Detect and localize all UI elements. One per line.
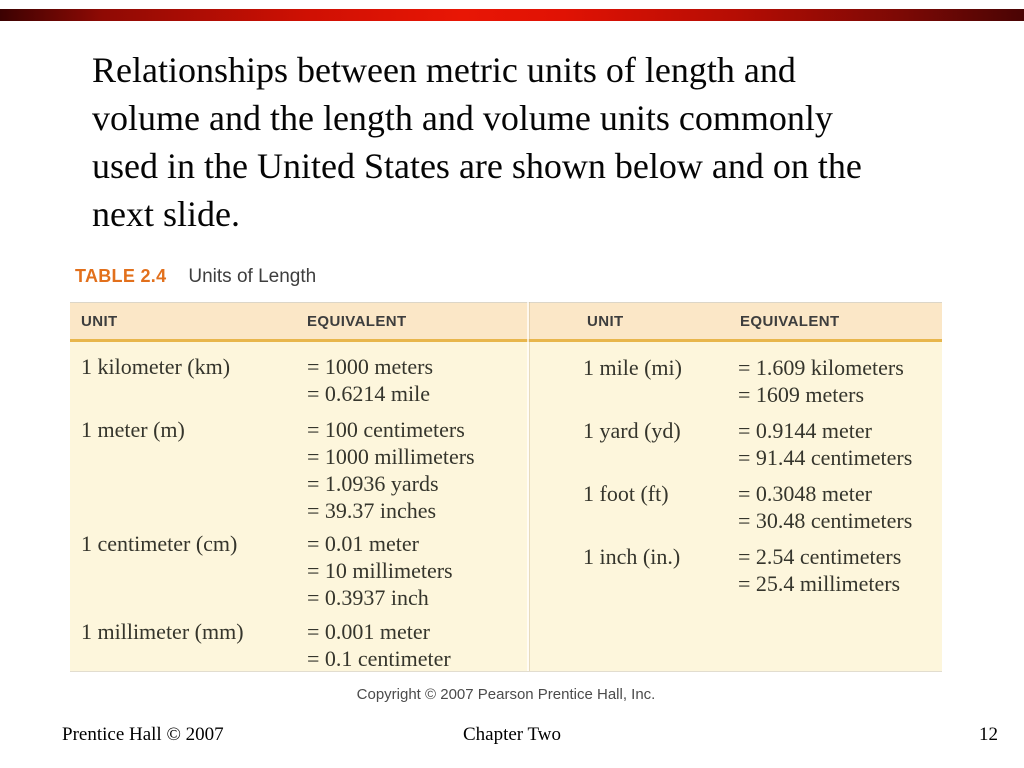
title-line-1: Relationships between metric units of length and xyxy=(92,50,796,90)
unit-cell: 1 mile (mi) xyxy=(583,355,682,380)
equivalent-cell xyxy=(738,417,912,471)
equivalent-cell xyxy=(307,530,453,611)
column-header-unit-left: UNIT xyxy=(81,313,118,330)
column-header-unit-right: UNIT xyxy=(587,313,624,330)
table-body xyxy=(70,342,942,672)
equivalent-line: = 1.609 kilometers xyxy=(738,355,904,380)
equivalent-line: = 1000 millimeters xyxy=(307,444,475,469)
unit-cell: 1 centimeter (cm) xyxy=(81,531,238,556)
unit-cell: 1 millimeter (mm) xyxy=(81,619,244,644)
equivalent-line: = 0.3048 meter xyxy=(738,481,872,506)
equivalent-cell xyxy=(738,480,912,534)
equivalent-line: = 0.001 meter xyxy=(307,619,430,644)
equivalent-line: = 0.3937 inch xyxy=(307,585,429,610)
column-divider xyxy=(527,302,529,671)
unit-cell: 1 meter (m) xyxy=(81,417,185,442)
units-of-length-table xyxy=(70,302,942,670)
table-number-label: TABLE 2.4 xyxy=(75,266,167,286)
equivalent-line: = 10 millimeters xyxy=(307,558,453,583)
equivalent-cell xyxy=(307,618,451,672)
title-line-2: volume and the length and volume units commonly xyxy=(92,98,833,138)
equivalent-cell xyxy=(307,353,433,407)
table-heading xyxy=(75,266,316,288)
equivalent-line: = 0.1 centimeter xyxy=(307,646,451,671)
equivalent-line: = 0.6214 mile xyxy=(307,381,431,406)
equivalent-cell xyxy=(738,543,901,597)
equivalent-line: = 25.4 millimeters xyxy=(738,571,901,596)
equivalent-line: = 2.54 centimeters xyxy=(738,544,902,569)
equivalent-line: = 1.0936 yards xyxy=(307,471,439,496)
equivalent-cell xyxy=(738,354,904,408)
equivalent-line: = 39.37 inches xyxy=(307,498,437,523)
table-caption: Units of Length xyxy=(188,266,317,287)
title-line-4: next slide. xyxy=(92,194,240,234)
column-header-equivalent-left: EQUIVALENT xyxy=(307,313,407,330)
slide-title xyxy=(92,46,972,238)
equivalent-line: = 100 centimeters xyxy=(307,417,465,442)
equivalent-line: = 1609 meters xyxy=(738,382,865,407)
slide-top-accent-bar xyxy=(0,9,1024,21)
column-header-equivalent-right: EQUIVALENT xyxy=(740,313,840,330)
equivalent-line: = 0.01 meter xyxy=(307,531,419,556)
footer-page-number: 12 xyxy=(979,724,998,745)
unit-cell: 1 yard (yd) xyxy=(583,418,681,443)
unit-cell: 1 kilometer (km) xyxy=(81,354,231,379)
table-header-row xyxy=(70,302,942,342)
title-line-3: used in the United States are shown below and on the xyxy=(92,146,862,186)
footer-course: Prentice Hall © 2007 xyxy=(62,724,224,745)
footer-chapter: Chapter Two xyxy=(462,724,562,745)
equivalent-line: = 1000 meters xyxy=(307,354,434,379)
unit-cell: 1 inch (in.) xyxy=(583,544,681,569)
equivalent-line: = 30.48 centimeters xyxy=(738,508,913,533)
unit-cell: 1 foot (ft) xyxy=(583,481,669,506)
table-copyright: Copyright © 2007 Pearson Prentice Hall, Inc. xyxy=(356,686,656,703)
equivalent-line: = 0.9144 meter xyxy=(738,418,872,443)
equivalent-line: = 91.44 centimeters xyxy=(738,445,913,470)
equivalent-cell xyxy=(307,416,475,524)
